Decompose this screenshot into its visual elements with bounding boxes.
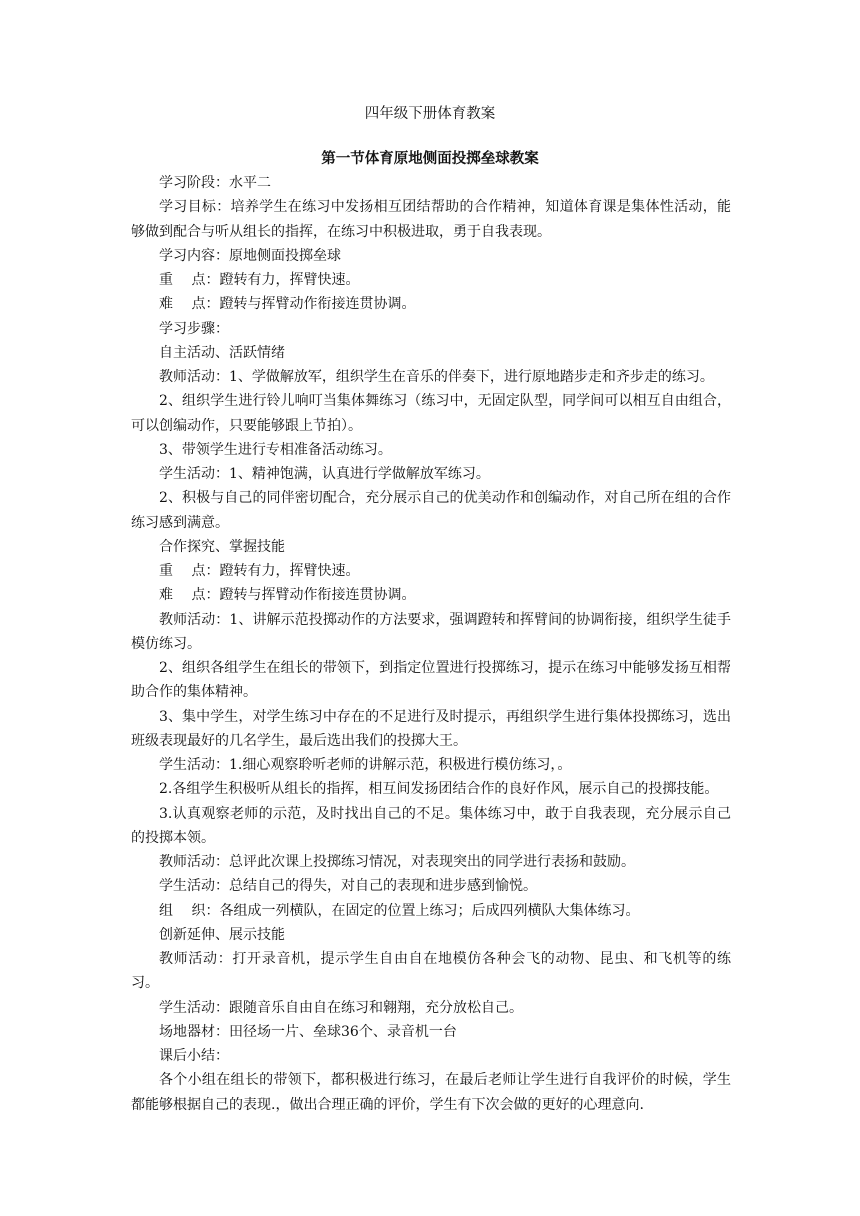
paragraph: 2、组织各组学生在组长的带领下，到指定位置进行投掷练习，提示在练习中能够发扬互相帮助合作的集体精神。	[131, 660, 731, 701]
paragraph: 3、集中学生，对学生练习中存在的不足进行及时提示，再组织学生进行集体投掷练习，选出班级表现最好的几名学生，最后选出我们的投掷大王。	[131, 708, 731, 749]
paragraph: 学习阶段：水平二	[159, 175, 271, 191]
paragraph: 自主活动、活跃情绪	[159, 344, 285, 361]
paragraph: 2.各组学生积极听从组长的指挥，相互间发扬团结合作的良好作风，展示自己的投掷技能。	[159, 781, 719, 798]
document-title: 四年级下册体育教案	[364, 106, 496, 122]
paragraph: 课后小结：	[159, 1048, 229, 1064]
paragraph: 重 点：蹬转有力，挥臂快速。	[159, 272, 360, 288]
paragraph: 教师活动：打开录音机，提示学生自由自在地模仿各种会飞的动物、昆虫、和飞机等的练习。	[131, 951, 731, 992]
paragraph: 教师活动：1、学做解放军，组织学生在音乐的伴奏下，进行原地踏步走和齐步走的练习。	[159, 369, 714, 385]
paragraph: 2、积极与自己的同伴密切配合，充分展示自己的优美动作和创编动作，对自己所在组的合作练习感到满意。	[131, 490, 731, 531]
paragraph: 学生活动：总结自己的得失，对自己的表现和进步感到愉悦。	[159, 878, 537, 895]
paragraph: 学习步骤：	[159, 320, 229, 337]
paragraph: 重 点：蹬转有力，挥臂快速。	[159, 563, 360, 579]
paragraph: 难 点：蹬转与挥臂动作衔接连贯协调。	[159, 296, 416, 313]
paragraph: 场地器材：田径场一片、垒球36个、录音机一台	[159, 1023, 457, 1040]
paragraph: 组 织：各组成一列横队，在固定的位置上练习；后成四列横队大集体练习。	[159, 902, 640, 919]
document-body	[131, 171, 731, 1117]
paragraph: 3.认真观察老师的示范，及时找出自己的不足。集体练习中，敢于自我表现，充分展示自己的投掷本领。	[131, 805, 731, 846]
paragraph: 学习内容：原地侧面投掷垒球	[159, 247, 341, 264]
paragraph: 难 点：蹬转与挥臂动作衔接连贯协调。	[159, 587, 416, 604]
paragraph: 学生活动：1.细心观察聆听老师的讲解示范，积极进行模仿练习，。	[159, 757, 572, 773]
section-title: 第一节体育原地侧面投掷垒球教案	[321, 150, 539, 167]
paragraph: 学生活动：1、精神饱满，认真进行学做解放军练习。	[159, 466, 490, 482]
paragraph: 创新延伸、展示技能	[159, 926, 285, 943]
paragraph: 3、带领学生进行专相准备活动练习。	[159, 441, 392, 458]
paragraph: 2、组织学生进行铃儿响叮当集体舞练习（练习中，无固定队型，同学间可以相互自由组合，可以创编动作，只要能够跟上节拍）。	[131, 393, 731, 434]
paragraph: 教师活动：1、讲解示范投掷动作的方法要求，强调蹬转和挥臂间的协调衔接，组织学生徒手模仿练习。	[131, 611, 731, 652]
paragraph: 学习目标：培养学生在练习中发扬相互团结帮助的合作精神，知道体育课是集体性活动，能够做到配合与听从组长的指挥，在练习中积极进取，勇于自我表现。	[131, 199, 731, 240]
paragraph: 学生活动：跟随音乐自由自在练习和翱翔，充分放松自己。	[159, 999, 523, 1016]
paragraph: 教师活动：总评此次课上投掷练习情况，对表现突出的同学进行表扬和鼓励。	[159, 854, 635, 870]
paragraph: 合作探究、掌握技能	[159, 538, 285, 555]
paragraph: 各个小组在组长的带领下，都积极进行练习，在最后老师让学生进行自我评价的时候，学生都能够根据自己的表现.，做出合理正确的评价，学生有下次会做的更好的心理意向.	[131, 1072, 731, 1113]
